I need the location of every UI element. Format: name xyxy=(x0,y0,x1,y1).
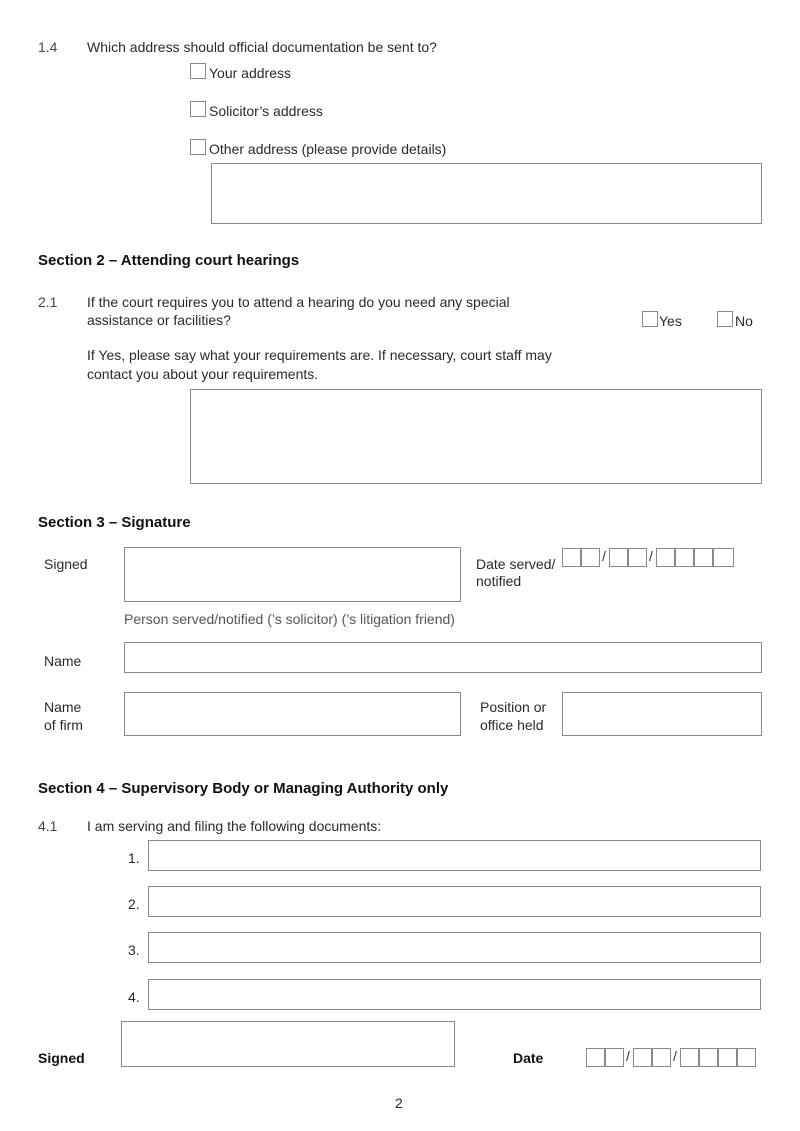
section-4-month-digit-1[interactable] xyxy=(633,1048,652,1067)
solicitors-address-checkbox[interactable] xyxy=(190,101,206,117)
date-served-year-digit-2[interactable] xyxy=(675,548,694,567)
section-4-year-digit-4[interactable] xyxy=(737,1048,756,1067)
page-number: 2 xyxy=(395,1095,403,1111)
requirements-note-line-2: contact you about your requirements. xyxy=(87,366,319,382)
name-field[interactable] xyxy=(124,642,762,673)
question-2-1-line-2: assistance or facilities? xyxy=(87,312,231,328)
date-served-day-digit-2[interactable] xyxy=(581,548,600,567)
question-number-1-4: 1.4 xyxy=(38,39,58,55)
section-2-heading: Section 2 – Attending court hearings xyxy=(38,252,300,269)
date-served-label-line-1: Date served/ xyxy=(476,556,556,572)
section-4-day-digit-2[interactable] xyxy=(605,1048,624,1067)
name-label: Name xyxy=(44,653,82,669)
document-4-number: 4. xyxy=(128,989,140,1005)
date-served-month-digit-1[interactable] xyxy=(609,548,628,567)
name-of-firm-field[interactable] xyxy=(124,692,461,736)
date-slash: / xyxy=(602,548,606,564)
date-served-year-digit-4[interactable] xyxy=(713,548,734,567)
other-address-checkbox[interactable] xyxy=(190,139,206,155)
document-4-field[interactable] xyxy=(148,979,761,1010)
question-4-1-text: I am serving and filing the following documents: xyxy=(87,818,382,834)
section-4-signed-label: Signed xyxy=(38,1050,85,1066)
document-2-field[interactable] xyxy=(148,886,761,917)
document-1-number: 1. xyxy=(128,850,140,866)
date-served-day-digit-1[interactable] xyxy=(562,548,581,567)
position-label-line-1: Position or xyxy=(480,699,547,715)
section-4-signature-field[interactable] xyxy=(121,1021,455,1067)
requirements-field[interactable] xyxy=(190,389,762,484)
assistance-no-checkbox[interactable] xyxy=(717,311,733,327)
requirements-note-line-1: If Yes, please say what your requirements are. If necessary, court staff may xyxy=(87,347,552,363)
date-served-year-digit-3[interactable] xyxy=(694,548,713,567)
your-address-label: Your address xyxy=(209,65,291,81)
signature-field[interactable] xyxy=(124,547,461,602)
position-label-line-2: office held xyxy=(480,717,544,733)
section-4-year-digit-2[interactable] xyxy=(699,1048,718,1067)
date-slash: / xyxy=(673,1048,677,1064)
date-served-month-digit-2[interactable] xyxy=(628,548,647,567)
other-address-details-field[interactable] xyxy=(211,163,762,224)
document-3-field[interactable] xyxy=(148,932,761,963)
signed-label: Signed xyxy=(44,556,88,572)
other-address-label: Other address (please provide details) xyxy=(209,141,447,157)
document-2-number: 2. xyxy=(128,896,140,912)
date-slash: / xyxy=(649,548,653,564)
question-number-4-1: 4.1 xyxy=(38,818,58,834)
person-served-caption: Person served/notified (’s solicitor) (’s litigation friend) xyxy=(124,611,455,627)
solicitors-address-label: Solicitor’s address xyxy=(209,103,323,119)
position-field[interactable] xyxy=(562,692,762,736)
date-served-label-line-2: notified xyxy=(476,573,522,589)
question-1-4-text: Which address should official documentation be sent to? xyxy=(87,39,437,55)
assistance-no-label: No xyxy=(735,313,753,329)
section-4-date-label: Date xyxy=(513,1050,544,1066)
section-3-heading: Section 3 – Signature xyxy=(38,514,191,531)
document-1-field[interactable] xyxy=(148,840,761,871)
assistance-yes-checkbox[interactable] xyxy=(642,311,658,327)
section-4-day-digit-1[interactable] xyxy=(586,1048,605,1067)
document-3-number: 3. xyxy=(128,942,140,958)
section-4-month-digit-2[interactable] xyxy=(652,1048,671,1067)
date-served-year-digit-1[interactable] xyxy=(656,548,675,567)
assistance-yes-label: Yes xyxy=(659,313,682,329)
your-address-checkbox[interactable] xyxy=(190,63,206,79)
section-4-heading: Section 4 – Supervisory Body or Managing Authority only xyxy=(38,780,449,797)
name-of-firm-label-line-2: of firm xyxy=(44,717,83,733)
date-slash: / xyxy=(626,1048,630,1064)
name-of-firm-label-line-1: Name xyxy=(44,699,82,715)
section-4-year-digit-3[interactable] xyxy=(718,1048,737,1067)
question-number-2-1: 2.1 xyxy=(38,294,58,310)
question-2-1-line-1: If the court requires you to attend a hearing do you need any special xyxy=(87,294,510,310)
section-4-year-digit-1[interactable] xyxy=(680,1048,699,1067)
